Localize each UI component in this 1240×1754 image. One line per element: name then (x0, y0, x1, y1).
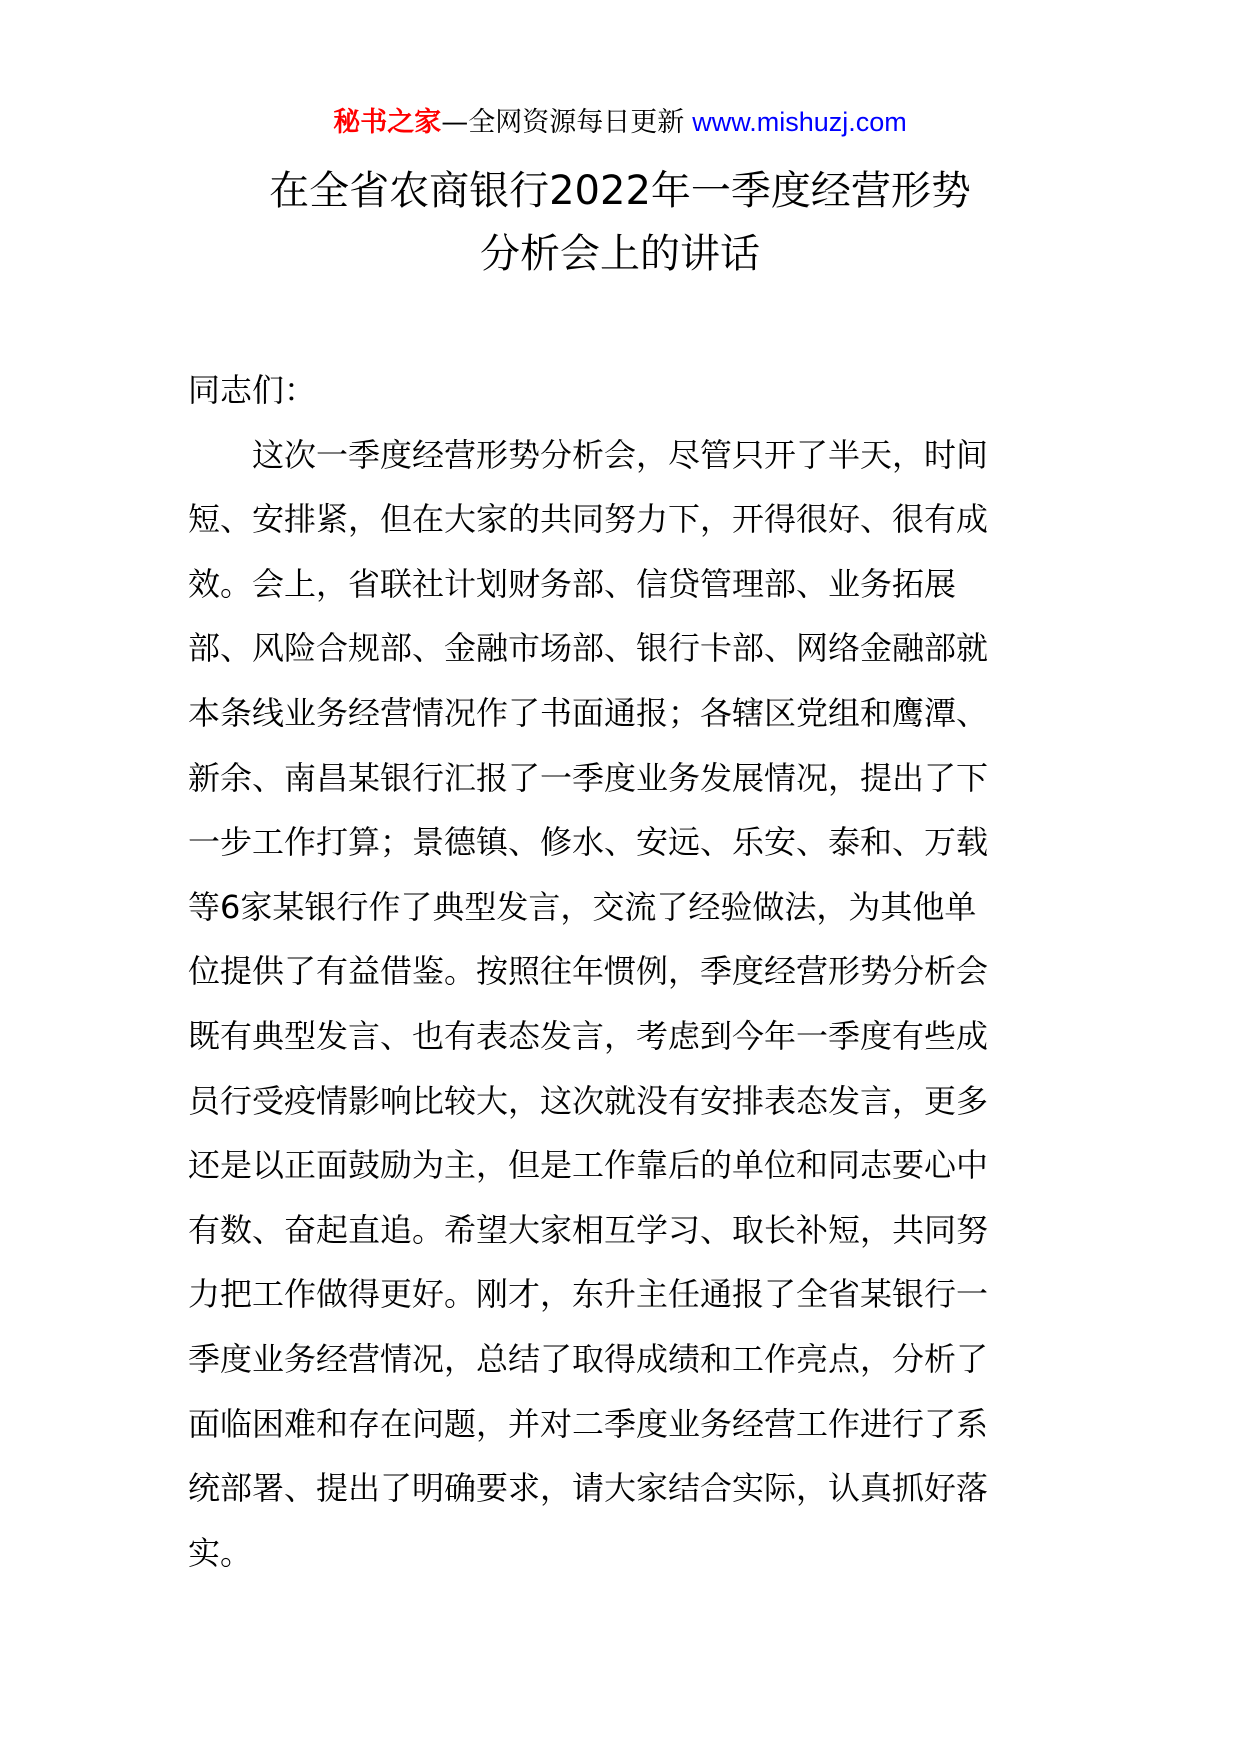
brand-name: 秘书之家 (333, 107, 442, 137)
salutation: 同志们： (188, 371, 317, 409)
document-body (188, 358, 1058, 1585)
paragraph-line: 还是以正面鼓励为主，但是工作靠后的单位和同志要心中 (188, 1146, 989, 1185)
document-title (0, 160, 1240, 286)
site-url-link[interactable]: www.mishuzj.com (692, 107, 907, 137)
title-line: 在全省农商银行2022年一季度经营形势 (269, 168, 971, 214)
paragraph-line: 一步工作打算；景德镇、修水、安远、乐安、泰和、万载 (188, 823, 989, 862)
speech-paragraph (188, 423, 1058, 1586)
paragraph-line: 效。会上，省联社计划财务部、信贷管理部、业务拓展 (188, 564, 957, 603)
paragraph-line: 本条线业务经营情况作了书面通报；各辖区党组和鹰潭、 (188, 693, 989, 732)
paragraph-line: 短、安排紧，但在大家的共同努力下，开得很好、很有成 (188, 500, 989, 539)
paragraph-line: 既有典型发言、也有表态发言，考虑到今年一季度有些成 (188, 1016, 989, 1055)
paragraph-line: 统部署、提出了明确要求，请大家结合实际，认真抓好落 (188, 1469, 989, 1508)
paragraph-line: 等6家某银行作了典型发言，交流了经验做法，为其他单 (188, 887, 977, 926)
paragraph-line: 季度业务经营情况，总结了取得成绩和工作亮点，分析了 (188, 1339, 989, 1378)
paragraph-line: 位提供了有益借鉴。按照往年惯例，季度经营形势分析会 (188, 952, 989, 991)
paragraph-line: 实。 (188, 1533, 253, 1572)
paragraph-line: 这次一季度经营形势分析会，尽管只开了半天，时间 (252, 435, 989, 474)
banner-slogan: —全网资源每日更新 (441, 107, 685, 138)
site-banner (0, 102, 1240, 143)
paragraph-line: 部、风险合规部、金融市场部、银行卡部、网络金融部就 (188, 629, 989, 668)
paragraph-line: 有数、奋起直追。希望大家相互学习、取长补短，共同努 (188, 1210, 989, 1249)
paragraph-line: 员行受疫情影响比较大，这次就没有安排表态发言，更多 (188, 1081, 989, 1120)
paragraph-line: 新余、南昌某银行汇报了一季度业务发展情况，提出了下 (188, 758, 989, 797)
paragraph-line: 力把工作做得更好。刚才，东升主任通报了全省某银行一 (188, 1275, 989, 1314)
title-line: 分析会上的讲话 (480, 231, 760, 277)
paragraph-line: 面临困难和存在问题，并对二季度业务经营工作进行了系 (188, 1404, 989, 1443)
